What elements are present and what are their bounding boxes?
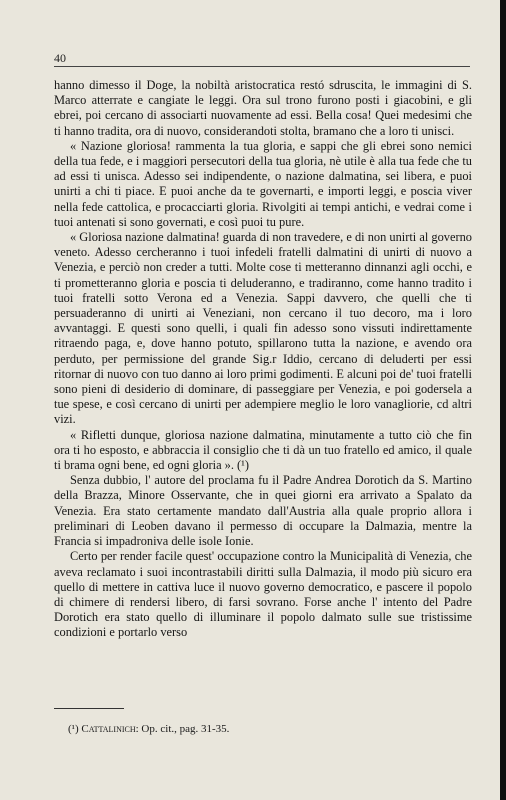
paragraph-1: hanno dimesso il Doge, la nobiltà aristocratica restó sdruscita, le immagini di S. Marco atterrate e cangiate le leggi. Ora sul trono furono posti i giacobini, e gli ebrei, poi cercano di associarti nuovamente ad essi. Bella cosa! Quei medesimi che ti hanno tradita, ora di nuovo, considerandoti stolta, bramano che a loro ti unisci. bbox=[54, 78, 472, 138]
scan-edge-shadow bbox=[500, 0, 506, 800]
paragraph-5: Senza dubbio, l' autore del proclama fu il Padre Andrea Dorotich da S. Martino della Brazza, Minore Osservante, che in quei giorni era arrivato a Spalato da Venezia. Era stato certamente mandato dall'Austria alla quale proprio allora i preliminari di Leoben davano il permesso di occupare la Dalmazia, mentre la Francia si impadroniva delle isole Ionie. bbox=[54, 473, 472, 549]
paragraph-6: Certo per render facile quest' occupazione contro la Municipalità di Venezia, che aveva reclamato i suoi incontrastabili diritti sulla Dalmazia, il modo più sicuro era quello di mettere in cattiva luce il nuovo governo democratico, e pascere il popolo di chimere di rendersi libero, di farsi sovrano. Forse anche l' intento del Padre Dorotich era stato quello di illuminare il popolo dalmato sulle sue tristissime condizioni e portarlo verso bbox=[54, 549, 472, 640]
page-number: 40 bbox=[54, 51, 66, 65]
paragraph-2: « Nazione gloriosa! rammenta la tua gloria, e sappi che gli ebrei sono nemici della tua fede, e i maggiori persecutori della tua gloria, nè utile è alla tua fede che tu ad essi ti unisca. Adesso sei indipendente, o nazione dalmatina, sei libera, e puoi unirti a chi ti piace. E puoi anche da te governarti, e importi leggi, e poscia viver nella fede cattolica, e procacciarti gloria. Rivolgiti ai tempi antichi, e vedrai come i tuoi antenati si sono governati, e così puoi tu pure. bbox=[54, 138, 472, 229]
footnote-marker: (¹) bbox=[68, 723, 79, 735]
footnote bbox=[68, 723, 229, 735]
header-rule bbox=[54, 66, 470, 67]
footnote-rule bbox=[54, 708, 124, 709]
footnote-text: : Op. cit., pag. 31-35. bbox=[135, 723, 230, 735]
footnote-author: Cattalinich bbox=[81, 723, 136, 735]
paragraph-4: « Rifletti dunque, gloriosa nazione dalmatina, minutamente a tutto ciò che fin ora ti ho esposto, e abbraccia il consiglio che ti dà un tuo fratello ed amico, il quale ti brama ogni bene, ed ogni gloria ». (¹) bbox=[54, 427, 472, 473]
paragraph-3: « Gloriosa nazione dalmatina! guarda di non travedere, e di non unirti al governo veneto. Adesso cercheranno i tuoi infedeli fratelli dalmatini di unirti di nuovo a Venezia, e perciò non creder a tutti. Molte cose ti metteranno dinnanzi agli occhi, e ti prometteranno gloria e poscia ti deluderanno, e tradiranno, come hanno tradito i tuoi fratelli sotto Verona ed a Venezia. Sappi davvero, che quelli che ti persuaderanno di unirti ai Veneziani, non cercano il tuo decoro, ma i loro avvantaggi. E questi sono quelli, i quali fin adesso sono vissuti indirettamente ritraendo paga, e, dove hanno potuto, spillarono tutta la nazione, e avendo ora perduto, per permissione del grande Sig.r Iddio, cercano di deluderti per essi ritornar di nuovo con tuo danno ai loro primi godimenti. E alcuni poi de' tuoi fratelli sono pieni di desiderio di dominare, di passeggiare per Venezia, e poi godersela a tue spese, e così cercano di unirti per adempiere meglio le loro vanagliorie, cd altri vizi. bbox=[54, 230, 472, 427]
main-text bbox=[54, 78, 472, 641]
